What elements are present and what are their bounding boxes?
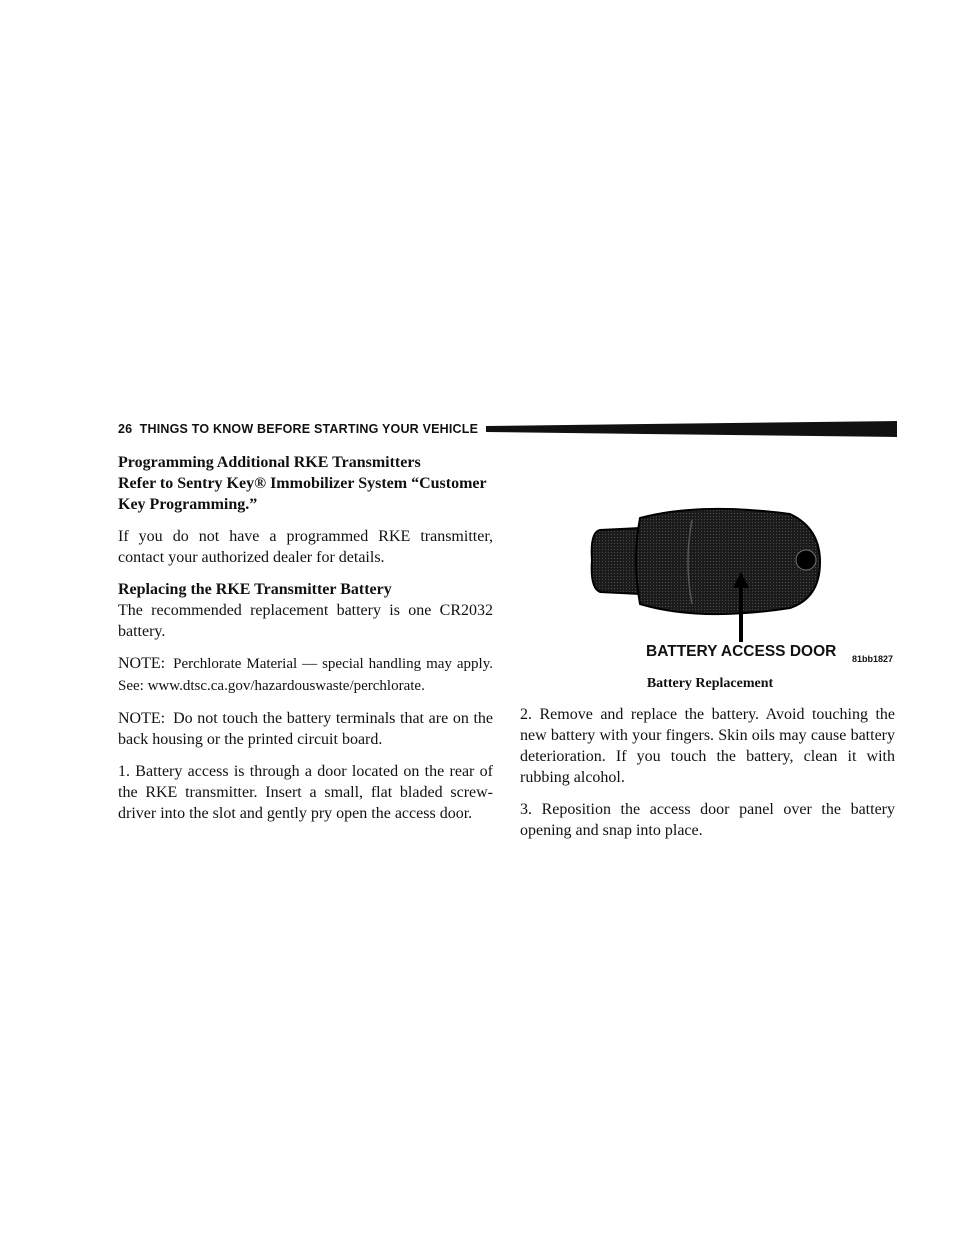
step-3: 3. Reposition the access door panel over the battery opening and snap into place. bbox=[520, 801, 895, 839]
figure-caption: Battery Replacement bbox=[646, 676, 774, 691]
figure-label: BATTERY ACCESS DOOR bbox=[646, 643, 837, 660]
step-1: 1. Battery access is through a door located on the rear of the RKE transmitter. Insert a small, flat bladed screw- driver into the slot and gently pry open the access door. bbox=[118, 763, 493, 822]
heading-replacing-battery: Replacing the RKE Transmitter Battery bbox=[118, 581, 392, 598]
note-perchlorate bbox=[118, 653, 493, 697]
page-number: 26 bbox=[118, 422, 133, 436]
heading-programming: Programming Additional RKE Transmitters bbox=[118, 454, 421, 471]
fob-ring-hole bbox=[796, 550, 816, 570]
paragraph-battery-type: The recommended replacement battery is one CR2032 battery. bbox=[118, 602, 493, 640]
fob-body bbox=[636, 509, 820, 614]
paragraph-no-transmitter: If you do not have a programmed RKE transmitter, contact your authorized dealer for details. bbox=[118, 528, 493, 566]
left-column bbox=[118, 452, 493, 835]
registered-symbol: ® bbox=[254, 475, 267, 492]
page-header bbox=[118, 421, 897, 437]
note-text: Perchlorate Material — special handling may apply. See: www.dtsc.ca.gov/hazardouswaste/perchlorate. bbox=[118, 656, 493, 694]
note-text: Do not touch the battery terminals that are on the back housing or the printed circuit board. bbox=[118, 710, 493, 748]
figure-code: 81bb1827 bbox=[852, 654, 894, 664]
step-2: 2. Remove and replace the battery. Avoid touching the new battery with your fingers. Skin oils may cause battery deterioration. If you touch the battery, clean it with rubbing alcohol. bbox=[520, 706, 895, 786]
subheading-part2: Immobilizer System “Customer Key Programming.” bbox=[118, 475, 487, 513]
note-label: NOTE: bbox=[118, 655, 166, 672]
subheading-sentry-key bbox=[118, 473, 493, 515]
header-text bbox=[118, 422, 486, 436]
subheading-part1: Refer to Sentry Key bbox=[118, 475, 255, 492]
key-fob-illustration bbox=[520, 500, 900, 700]
right-column bbox=[520, 704, 895, 852]
fob-key-blade bbox=[592, 528, 640, 594]
header-rule bbox=[477, 421, 897, 437]
note-terminals bbox=[118, 708, 493, 750]
note-label: NOTE: bbox=[118, 710, 166, 727]
section-title: THINGS TO KNOW BEFORE STARTING YOUR VEHICLE bbox=[139, 422, 479, 436]
